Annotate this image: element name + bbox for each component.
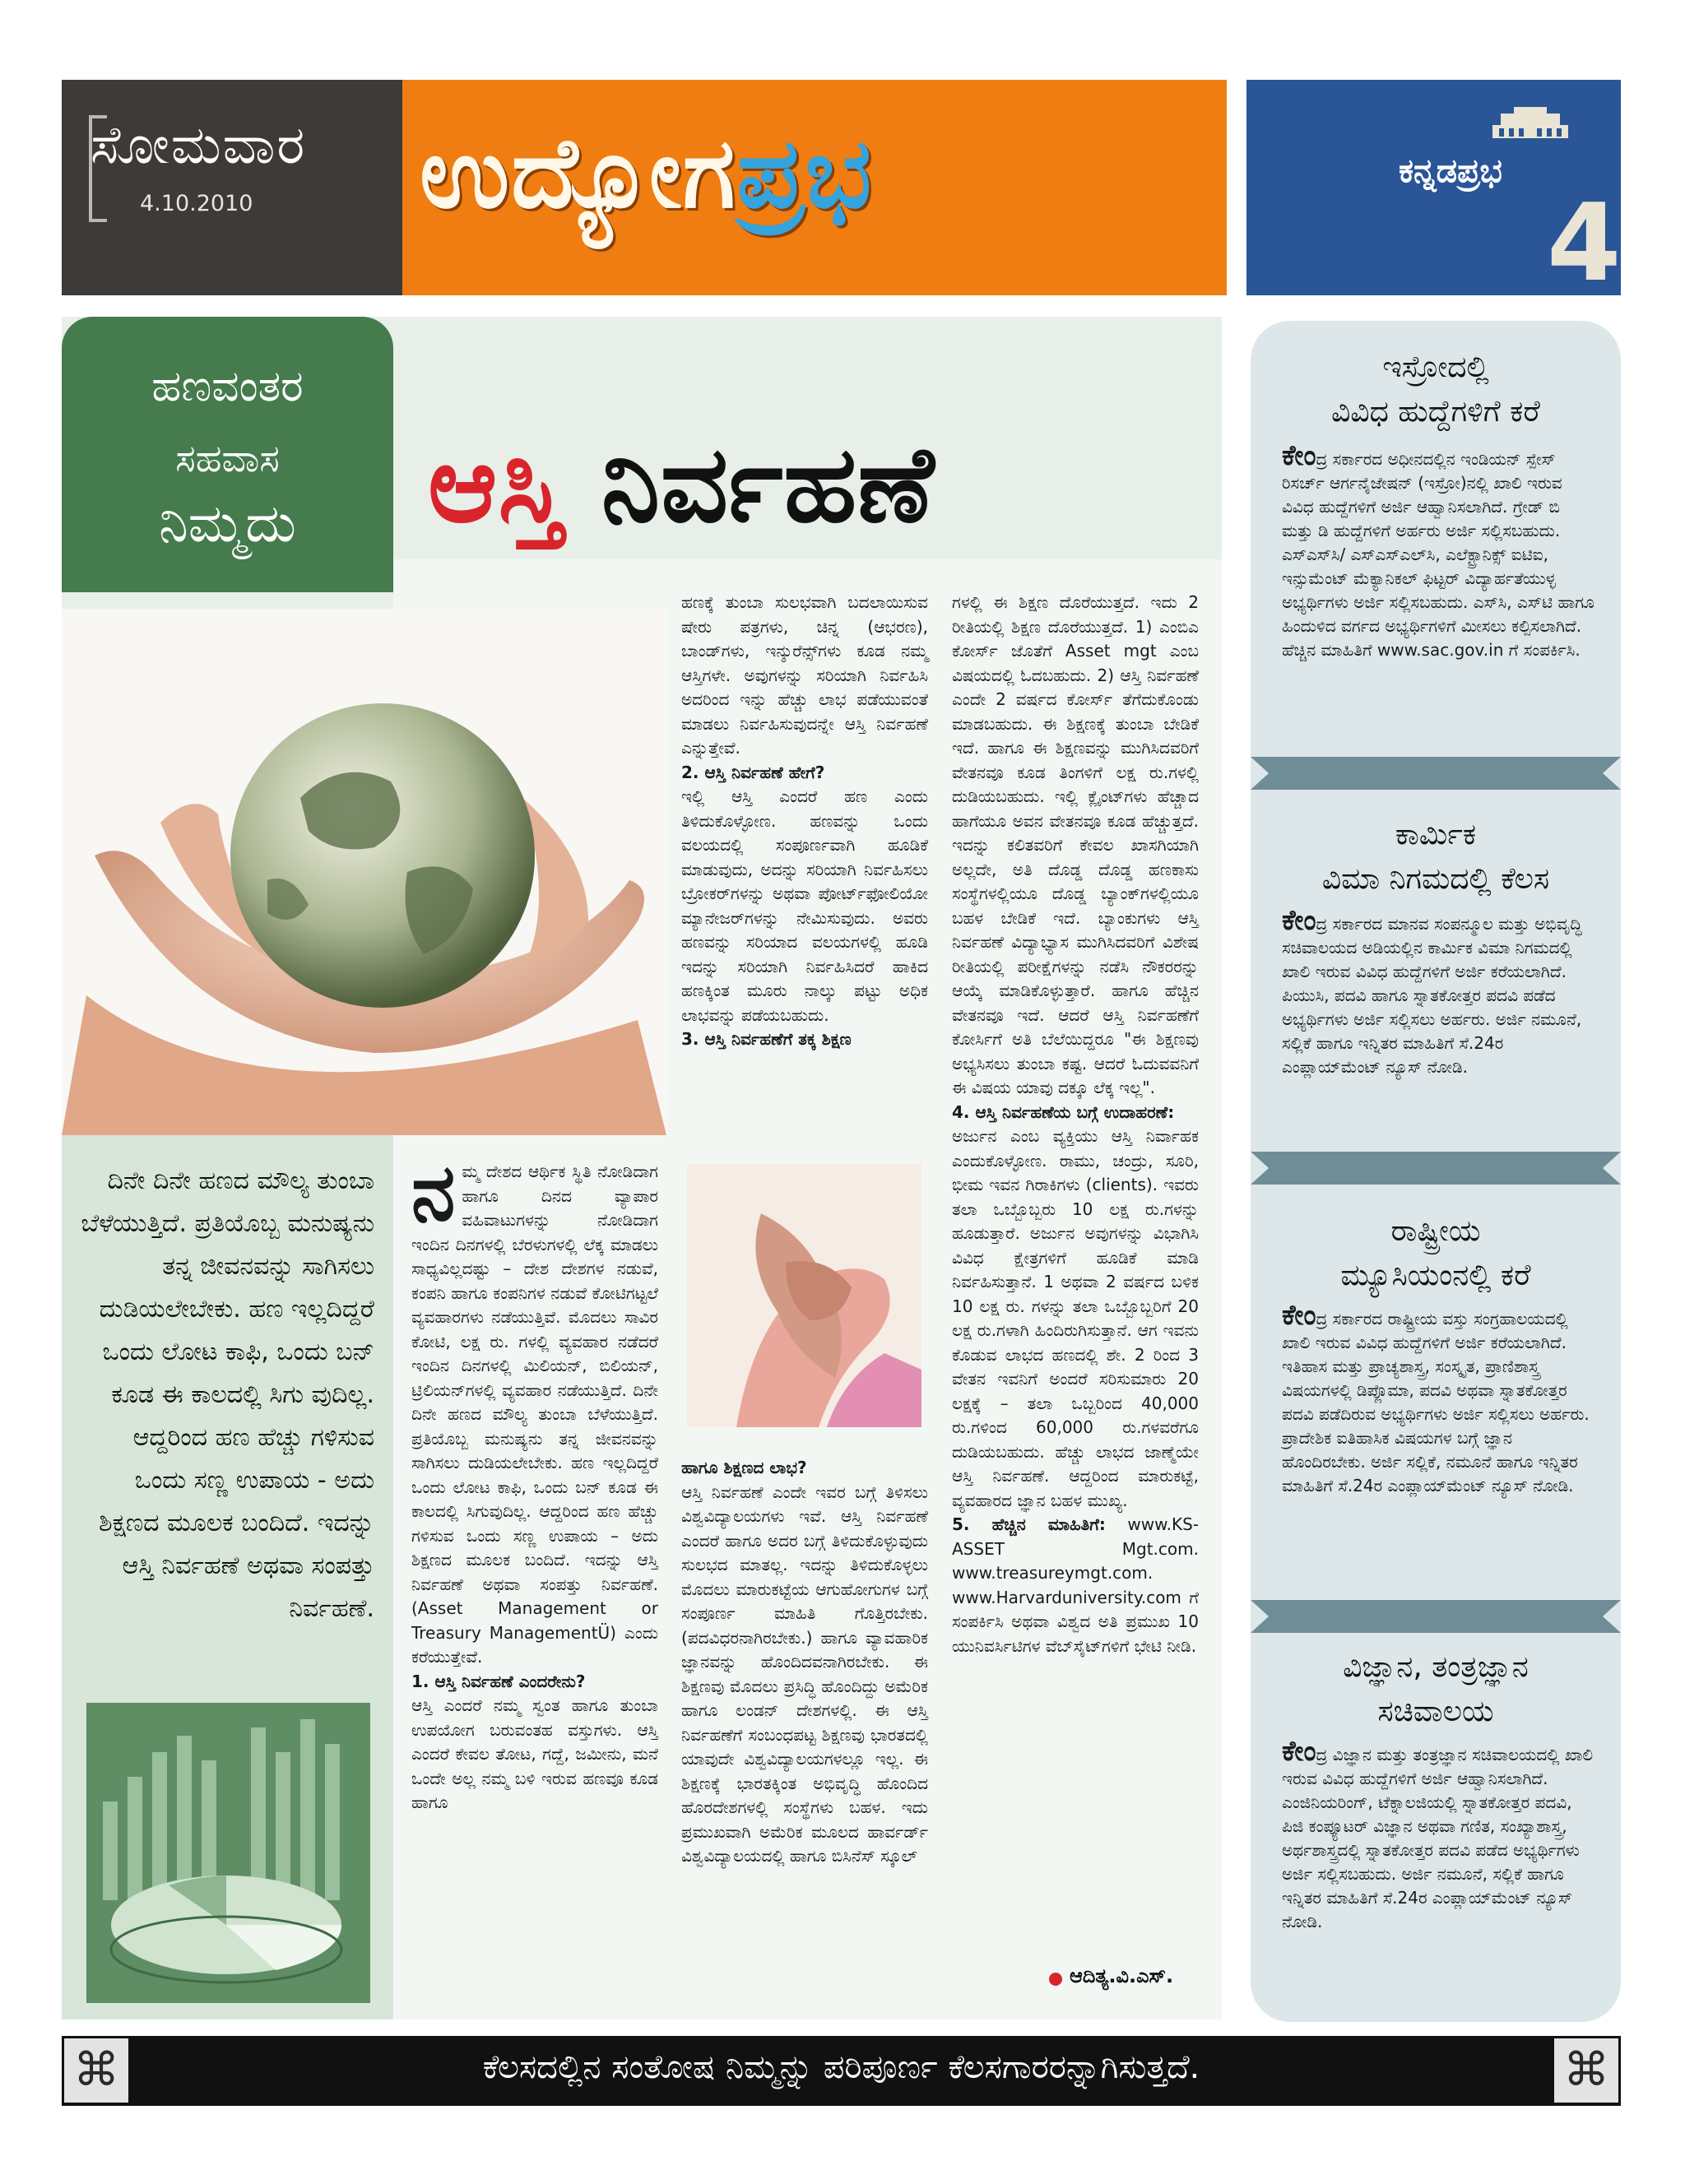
article-col3-mid: ಅರ್ಜುನ ಎಂಬ ವ್ಯಕ್ತಿಯು ಆಸ್ತಿ ನಿರ್ವಾಹಕ ಎಂದುಕೊಳ್ಳೋಣ. ರಾಮು, ಚಂದ್ರು, ಸೂರಿ, ಭೀಮ ಇವನ ಗಿರಾಕಿಗಳು (clients). ಇವರು ತಲಾ ಒಬ್ಬೊಬ್ಬರು 10 ಲಕ್ಷ ರು.ಗಳನ್ನು ಹೂಡುತ್ತಾರೆ. ಅರ್ಜುನ ಅವುಗಳನ್ನು ವಿಭಾಗಿಸಿ ವಿವಿಧ ಕ್ಷೇತ್ರಗಳಿಗೆ ಹೂಡಿಕೆ ಮಾಡಿ ನಿರ್ವಹಿಸುತ್ತಾನೆ. 1 ಅಥವಾ 2 ವರ್ಷದ ಬಳಿಕ 10 ಲಕ್ಷ ರು. ಗಳನ್ನು ತಲಾ ಒಬ್ಬೊಬ್ಬರಿಗೆ 20 ಲಕ್ಷ ರು.ಗಳಾಗಿ ಹಿಂದಿರುಗಿಸುತ್ತಾನೆ. ಆಗ ಇವನು ಕೊಡುವ ಲಾಭದ ಹಣದಲ್ಲಿ ಶೇ. 2 ರಿಂದ 3 ವೇತನ ಇವನಿಗೆ ಅಂದರೆ ಸರಿಸುಮಾರು 20 ಲಕ್ಷಕ್ಕೆ – ತಲಾ ಒಬ್ಬರಿಂದ 40,000 ರು.ಗಳಿಂದ 60,000 ರು.ಗಳವರೆಗೂ ದುಡಿಯಬಹುದು. ಹೆಚ್ಚು ಲಾಭದ ಜಾಣ್ಮೆಯೇ ಆಸ್ತಿ ನಿರ್ವಹಣೆ. ಆದ್ದರಿಂದ ಮಾರುಕಟ್ಟೆ, ವ್ಯವಹಾರದ ಜ್ಞಾನ ಬಹಳ ಮುಖ್ಯ. (952, 1126, 1199, 1510)
globe-in-hands-image (62, 609, 666, 1135)
clasped-hands-image (687, 1164, 921, 1427)
article-col2-top: ಹಣಕ್ಕೆ ತುಂಬಾ ಸುಲಭವಾಗಿ ಬದಲಾಯಿಸುವ ಷೇರು ಪತ್ರಗಳು, ಚಿನ್ನ (ಆಭರಣ), ಬಾಂಡ್‌ಗಳು, ಇನ್ಶುರೆನ್ಸ್‌ಗಳು ಕೂಡ ನಮ್ಮ ಆಸ್ತಿಗಳೇ. ಅವುಗಳನ್ನು ಸರಿಯಾಗಿ ನಿರ್ವಹಿಸಿ ಅದರಿಂದ ಇನ್ನು ಹೆಚ್ಚು ಲಾಭ ಪಡೆಯುವಂತೆ ಮಾಡಲು ನಿರ್ವಹಿಸುವುದನ್ನೇ ಆಸ್ತಿ ನಿರ್ವಹಣೆ ಎನ್ನುತ್ತೇವೆ. (681, 592, 928, 758)
emblem-icon (1489, 105, 1571, 141)
subhead-more-info: 5. ಹೆಚ್ಚಿನ ಮಾಹಿತಿಗೆ: (952, 1514, 1106, 1534)
article-col2b-text: ಆಸ್ತಿ ನಿರ್ವಹಣೆ ಎಂದೇ ಇವರ ಬಗ್ಗೆ ತಿಳಿಸಲು ವಿಶ್ವವಿದ್ಯಾಲಯಗಳು ಇವೆ. ಆಸ್ತಿ ನಿರ್ವಹಣೆ ಎಂದರೆ ಹಾಗೂ ಅದರ ಬಗ್ಗೆ ತಿಳಿದುಕೊಳ್ಳುವುದು ಸುಲಭದ ಮಾತಲ್ಲ. ಇದನ್ನು ತಿಳಿದುಕೊಳ್ಳಲು ಮೊದಲು ಮಾರುಕಟ್ಟೆಯ ಆಗುಹೋಗುಗಳ ಬಗ್ಗೆ ಸಂಪೂರ್ಣ ಮಾಹಿತಿ ಗೊತ್ತಿರಬೇಕು. (ಪದವಿಧರನಾಗಿರಬೇಕು.) ಹಾಗೂ ವ್ಯಾವಹಾರಿಕ ಜ್ಞಾನವನ್ನು ಹೊಂದಿದವನಾಗಿರಬೇಕು. ಈ ಶಿಕ್ಷಣವು ಮೊದಲು ಪ್ರಸಿದ್ಧಿ ಹೊಂದಿದ್ದು ಅಮೆರಿಕ ಹಾಗೂ ಲಂಡನ್ ದೇಶಗಳಲ್ಲಿ. ಈ ಆಸ್ತಿ ನಿರ್ವಹಣೆಗೆ ಸಂಬಂಧಪಟ್ಟ ಶಿಕ್ಷಣವು ಭಾರತದಲ್ಲಿ ಯಾವುದೇ ವಿಶ್ವವಿದ್ಯಾಲಯಗಳಲ್ಲೂ ಇಲ್ಲ. ಈ ಶಿಕ್ಷಣಕ್ಕೆ ಭಾರತಕ್ಕಿಂತ ಅಭಿವೃದ್ಧಿ ಹೊಂದಿದ ಹೊರದೇಶಗಳಲ್ಲಿ ಸಂಸ್ಥೆಗಳು ಬಹಳ. ಇದು ಪ್ರಮುಖವಾಗಿ ಅಮೆರಿಕ ಮೂಲದ ಹಾರ್ವರ್ಡ್ ವಿಶ್ವವಿದ್ಯಾಲಯದಲ್ಲಿ ಹಾಗೂ ಬಿಸಿನೆಸ್ ಸ್ಕೂಲ್ (681, 1482, 928, 1866)
sidebar-3-body (1282, 1299, 1594, 1498)
headline-part-1: ಆಸ್ತಿ (428, 424, 564, 546)
sidebar-2-cap: ಕೇಂ (1282, 904, 1316, 937)
sidebar-1-cap: ಕೇಂ (1282, 439, 1316, 472)
sidebar-1-heading-1: ಇಸ್ರೋದಲ್ಲಿ (1382, 350, 1489, 384)
sidebar-divider (1251, 757, 1621, 790)
headline (428, 424, 935, 548)
sidebar-4-text: ದ್ರ ವಿಜ್ಞಾನ ಮತ್ತು ತಂತ್ರಜ್ಞಾನ ಸಚಿವಾಲಯದಲ್ಲಿ ಖಾಲಿ ಇರುವ ವಿವಿಧ ಹುದ್ದೆಗಳಿಗೆ ಅರ್ಜಿ ಆಹ್ವಾನಿಸಲಾಗಿದೆ. ಎಂಜಿನಿಯರಿಂಗ್, ಟೆಕ್ನಾಲಜಿಯಲ್ಲಿ ಸ್ನಾತಕೋತ್ತರ ಪದವಿ, ಪಿಜಿ ಕಂಪ್ಯೂಟರ್ ವಿಜ್ಞಾನ ಅಥವಾ ಗಣಿತ, ಸಂಖ್ಯಾಶಾಸ್ತ್ರ, ಅರ್ಥಶಾಸ್ತ್ರದಲ್ಲಿ ಸ್ನಾತಕೋತ್ತರ ಪದವಿ ಪಡೆದ ಅಭ್ಯರ್ಥಿಗಳು ಅರ್ಜಿ ಸಲ್ಲಿಸಬಹುದು. ಅರ್ಜಿ ನಮೂನೆ, ಸಲ್ಲಿಕೆ ಹಾಗೂ ಇನ್ನಿತರ ಮಾಹಿತಿಗೆ ಸೆ.24ರ ಎಂಪ್ಲಾಯ್‌ಮೆಂಟ್ ನ್ಯೂಸ್ ನೋಡಿ. (1282, 1745, 1594, 1931)
masthead-date: 4.10.2010 (140, 191, 253, 216)
subhead-how: 2. ಆಸ್ತಿ ನಿರ್ವಹಣೆ ಹೇಗೆ? (681, 762, 825, 782)
page-number: 4 (1547, 180, 1622, 305)
drop-cap: ನ (411, 1147, 456, 1239)
article-col1-after: ಆಸ್ತಿ ಎಂದರೆ ನಮ್ಮ ಸ್ವಂತ ಹಾಗೂ ತುಂಬಾ ಉಪಯೋಗ ಬರುವಂತಹ ವಸ್ತುಗಳು. ಆಸ್ತಿ ಎಂದರೆ ಕೇವಲ ತೋಟ, ಗದ್ದೆ, ಜಮೀನು, ಮನೆ ಒಂದೇ ಅಲ್ಲ ನಮ್ಮ ಬಳಿ ಇರುವ ಹಣವೂ ಕೂಡ ಹಾಗೂ (411, 1695, 658, 1812)
subhead-example: 4. ಆಸ್ತಿ ನಿರ್ವಹಣೆಯ ಬಗ್ಗೆ ಉದಾಹರಣೆ: (952, 1101, 1175, 1122)
pie-chart-image (86, 1703, 370, 2003)
sidebar-2-body (1282, 904, 1594, 1079)
sidebar-1-text: ದ್ರ ಸರ್ಕಾರದ ಅಧೀನದಲ್ಲಿನ ಇಂಡಿಯನ್ ಸ್ಪೇಸ್ ರಿಸರ್ಚ್ ಆರ್ಗನೈಜೇಷನ್ (ಇಸ್ರೋ)ನಲ್ಲಿ ಖಾಲಿ ಇರುವ ವಿವಿಧ ಹುದ್ದೆಗಳಿಗೆ ಅರ್ಜಿ ಆಹ್ವಾನಿಸಲಾಗಿದೆ. ಗ್ರೇಡ್ ಬಿ ಮತ್ತು ಡಿ ಹುದ್ದೆಗಳಿಗೆ ಅರ್ಹರು ಅರ್ಜಿ ಸಲ್ಲಿಸಬಹುದು. ಎಸ್‌ಎಸ್‌ಸಿ/ ಎಸ್‌ಎಸ್‌ಎಲ್‌ಸಿ, ಎಲೆಕ್ಟ್ರಾನಿಕ್ಸ್ ಐಟಿಐ, ಇನ್ಸುಮೆಂಟ್ ಮೆಕ್ಯಾನಿಕಲ್ ಫಿಟ್ಟರ್ ವಿದ್ಯಾರ್ಹತೆಯುಳ್ಳ ಅಭ್ಯರ್ಥಿಗಳು ಅರ್ಜಿ ಸಲ್ಲಿಸಬಹುದು. ಎಸ್‌ಸಿ, ಎಸ್‌ಟಿ ಹಾಗೂ ಹಿಂದುಳಿದ ವರ್ಗದ ಅಭ್ಯರ್ಥಿಗಳಿಗೆ ಮೀಸಲು ಕಲ್ಪಿಸಲಾಗಿದೆ. ಹೆಚ್ಚಿನ ಮಾಹಿತಿಗೆ www.sac.gov.in ಗೆ ಸಂಪರ್ಕಿಸಿ. (1282, 449, 1594, 660)
section-label-line-2: ಸಹವಾಸ (175, 436, 280, 480)
sidebar-4-cap: ಕೇಂ (1282, 1735, 1316, 1768)
article-column-3 (952, 591, 1199, 1658)
sidebar-2-heading-1: ಕಾರ್ಮಿಕ (1395, 818, 1477, 851)
subhead-what-is-asset-management: 1. ಆಸ್ತಿ ನಿರ್ವಹಣೆ ಎಂದರೇನು? (411, 1671, 586, 1691)
sidebar-3-heading-2: ಮ್ಯೂಸಿಯಂನಲ್ಲಿ ಕರೆ (1340, 1259, 1531, 1292)
sidebar-2-heading-2: ವಿಮಾ ನಿಗಮದಲ್ಲಿ ಕೆಲಸ (1321, 862, 1550, 896)
byline: ಆದಿತ್ಯ.ವಿ.ಎಸ್. (1070, 1964, 1174, 1987)
article-col3-top: ಗಳಲ್ಲಿ ಈ ಶಿಕ್ಷಣ ದೊರೆಯುತ್ತದೆ. ಇದು 2 ರೀತಿಯಲ್ಲಿ ಶಿಕ್ಷಣ ದೊರೆಯುತ್ತದೆ. 1) ಎಂಬಿಎ ಕೋರ್ಸ್ ಜೊತೆಗೆ Asset mgt ಎಂಬ ವಿಷಯದಲ್ಲಿ ಓದಬಹುದು. 2) ಆಸ್ತಿ ನಿರ್ವಹಣೆ ಎಂದೇ 2 ವರ್ಷದ ಕೋರ್ಸ್ ತೆಗೆದುಕೊಂಡು ಮಾಡಬಹುದು. ಈ ಶಿಕ್ಷಣಕ್ಕೆ ತುಂಬಾ ಬೇಡಿಕೆ ಇದೆ. ಹಾಗೂ ಈ ಶಿಕ್ಷಣವನ್ನು ಮುಗಿಸಿದವರಿಗೆ ವೇತನವೂ ಕೂಡ ತಿಂಗಳಿಗೆ ಲಕ್ಷ ರು.ಗಳಲ್ಲಿ ದುಡಿಯಬಹುದು. ಇಲ್ಲಿ ಕ್ಲೈಂಟ್‌ಗಳು ಹೆಚ್ಚಾದ ಹಾಗೆಯೂ ಅವನ ವೇತನವೂ ಕೂಡ ಹೆಚ್ಚುತ್ತದೆ. ಇದನ್ನು ಕಲಿತವರಿಗೆ ಕೇವಲ ಖಾಸಗಿಯಾಗಿ ಅಲ್ಲದೇ, ಅತಿ ದೊಡ್ಡ ದೊಡ್ಡ ಹಣಕಾಸು ಸಂಸ್ಥೆಗಳಲ್ಲಿಯೂ ದೊಡ್ಡ ಬ್ಯಾಂಕ್‌ಗಳಲ್ಲಿಯೂ ಬಹಳ ಬೇಡಿಕೆ ಇದೆ. ಬ್ಯಾಂಕುಗಳು ಆಸ್ತಿ ನಿರ್ವಹಣೆ ವಿದ್ಯಾಭ್ಯಾಸ ಮುಗಿಸಿದವರಿಗೆ ವಿಶೇಷ ರೀತಿಯಲ್ಲಿ ಪರೀಕ್ಷೆಗಳನ್ನು ನಡೆಸಿ ನೌಕರರನ್ನು ಆಯ್ಕೆ ಮಾಡಿಕೊಳ್ಳುತ್ತಾರೆ. ಹಾಗೂ ಹೆಚ್ಚಿನ ವೇತನವೂ ಇದೆ. ಆದರೆ ಆಸ್ತಿ ನಿರ್ವಹಣೆಗೆ ಕೋರ್ಸಿಗೆ ಅತಿ ಬೆಲೆಯಿದ್ದರೂ "ಈ ಶಿಕ್ಷಣವು ಅಭ್ಯಸಿಸಲು ತುಂಬಾ ಕಷ್ಟ. ಆದರೆ ಓದುವವನಿಗೆ ಈ ವಿಷಯ ಯಾವು ದಕ್ಕೂ ಲೆಕ್ಕ ಇಲ್ಲ". (952, 592, 1199, 1097)
article-column-1 (411, 1147, 658, 1815)
sidebar-1-heading-2: ವಿವಿಧ ಹುದ್ದೆಗಳಿಗೆ ಕರೆ (1331, 395, 1540, 429)
headline-part-2: ನಿರ್ವಹಣೆ (601, 424, 935, 546)
sidebar-2-text: ದ್ರ ಸರ್ಕಾರದ ಮಾನವ ಸಂಪನ್ಮೂಲ ಮತ್ತು ಅಭಿವೃದ್ಧಿ ಸಚಿವಾಲಯದ ಅಡಿಯಲ್ಲಿನ ಕಾರ್ಮಿಕ ವಿಮಾ ನಿಗಮದಲ್ಲಿ ಖಾಲಿ ಇರುವ ವಿವಿಧ ಹುದ್ದೆಗಳಿಗೆ ಅರ್ಜಿ ಕರೆಯಲಾಗಿದೆ. ಪಿಯುಸಿ, ಪದವಿ ಹಾಗೂ ಸ್ನಾತಕೋತ್ತರ ಪದವಿ ಪಡೆದ ಅಭ್ಯರ್ಥಿಗಳು ಅರ್ಜಿ ಸಲ್ಲಿಸಲು ಅರ್ಹರು. ಅರ್ಜಿ ನಮೂನೆ, ಸಲ್ಲಿಕೆ ಹಾಗೂ ಇನ್ನಿತರ ಮಾಹಿತಿಗೆ ಸೆ.24ರ ಎಂಪ್ಲಾಯ್‌ಮೆಂಟ್ ನ್ಯೂಸ್ ನೋಡಿ. (1282, 914, 1582, 1077)
article-col3-links: www.KS-ASSET Mgt.com. www.treasureymgt.com. www.Harvarduniversity.com ಗೆ ಸಂಪರ್ಕಿಸಿ ಅಥವಾ ವಿಶ್ವದ ಅತಿ ಪ್ರಮುಖ 10 ಯುನಿವರ್ಸಿಟಿಗಳ ವೆಬ್‌ಸೈಟ್‌ಗಳಿಗೆ ಭೇಟಿ ನೀಡಿ. (952, 1514, 1199, 1656)
article-col2-mid: ಇಲ್ಲಿ ಆಸ್ತಿ ಎಂದರೆ ಹಣ ಎಂದು ತಿಳಿದುಕೊಳ್ಳೋಣ. ಹಣವನ್ನು ಒಂದು ವಲಯದಲ್ಲಿ ಸಂಪೂರ್ಣವಾಗಿ ಹೂಡಿಕೆ ಮಾಡುವುದು, ಅದನ್ನು ಸರಿಯಾಗಿ ನಿರ್ವಹಿಸಲು ಬ್ರೋಕರ್‌ಗಳನ್ನು ಅಥವಾ ಪೋರ್ಟ್‌ಫೋಲಿಯೋ ಮ್ಯಾನೇಜರ್‌ಗಳನ್ನು ನೇಮಿಸುವುದು. ಅವರು ಹಣವನ್ನು ಸರಿಯಾದ ವಲಯಗಳಲ್ಲಿ ಹೂಡಿ ಇದನ್ನು ಸರಿಯಾಗಿ ನಿರ್ವಹಿಸಿದರೆ ಹಾಕಿದ ಹಣಕ್ಕಿಂತ ಮೂರು ನಾಲ್ಕು ಪಟ್ಟು ಅಧಿಕ ಲಾಭವನ್ನು ಪಡೆಯಬಹುದು. (681, 786, 928, 1025)
sidebar-1-body (1282, 439, 1594, 662)
footer-quote: ಕೆಲಸದಲ್ಲಿನ ಸಂತೋಷ ನಿಮ್ಮನ್ನು ಪರಿಪೂರ್ಣ ಕೆಲಸಗಾರರನ್ನಾಗಿಸುತ್ತದೆ. (482, 2048, 1200, 2086)
article-column-2-lower (681, 1456, 928, 1869)
sidebar-divider (1251, 1152, 1621, 1185)
masthead-title-main: ಉದ್ಯೋಗ (420, 115, 737, 230)
sidebar-4-body (1282, 1735, 1594, 1934)
byline-dot-icon (1049, 1973, 1062, 1986)
section-label-line-3: ನಿಮ್ಮದು (159, 494, 296, 554)
article-col1-text: ಮ್ಮ ದೇಶದ ಆರ್ಥಿಕ ಸ್ಥಿತಿ ನೋಡಿದಾಗ ಹಾಗೂ ದಿನದ ವ್ಯಾಪಾರ ವಹಿವಾಟುಗಳನ್ನು ನೋಡಿದಾಗ ಇಂದಿನ ದಿನಗಳಲ್ಲಿ ಬೆರಳುಗಳಲ್ಲಿ ಲೆಕ್ಕ ಮಾಡಲು ಸಾಧ್ಯವಿಲ್ಲದಷ್ಟು – ದೇಶ ದೇಶಗಳ ನಡುವೆ, ಕಂಪನಿ ಹಾಗೂ ಕಂಪನಿಗಳ ನಡುವೆ ಕೋಟಿಗಟ್ಟಲೆ ವ್ಯವಹಾರಗಳು ನಡೆಯುತ್ತಿವೆ. ಮೊದಲು ಸಾವಿರ ಕೋಟಿ, ಲಕ್ಷ ರು. ಗಳಲ್ಲಿ ವ್ಯವಹಾರ ನಡೆದರೆ ಇಂದಿನ ದಿನಗಳಲ್ಲಿ ಮಿಲಿಯನ್, ಬಿಲಿಯನ್, ಟ್ರಿಲಿಯನ್‌ಗಳಲ್ಲಿ ವ್ಯವಹಾರ ನಡೆಯುತ್ತಿದೆ. ದಿನೇ ದಿನೇ ಹಣದ ಮೌಲ್ಯ ತುಂಬಾ ಬೆಳೆಯುತ್ತಿದೆ. ಪ್ರತಿಯೊಬ್ಬ ಮನುಷ್ಯನು ತನ್ನ ಜೀವನವನ್ನು ಸಾಗಿಸಲು ದುಡಿಯಲೇಬೇಕು. ಹಣ ಇಲ್ಲದಿದ್ದರೆ ಒಂದು ಲೋಟ ಕಾಫಿ, ಒಂದು ಬನ್ ಕೂಡ ಈ ಕಾಲದಲ್ಲಿ ಸಿಗುವುದಿಲ್ಲ. ಆದ್ದರಿಂದ ಹಣ ಹೆಚ್ಚು ಗಳಿಸುವ ಒಂದು ಸಣ್ಣ ಉಪಾಯ – ಅದು ಶಿಕ್ಷಣದ ಮೂಲಕ ಬಂದಿದೆ. ಇದನ್ನು ಆಸ್ತಿ ನಿರ್ವಹಣೆ ಅಥವಾ ಸಂಪತ್ತು ನಿರ್ವಹಣೆ. (Asset Management or Treasury ManagementÜ) ಎಂದು ಕರೆಯುತ್ತೇವೆ. (411, 1162, 658, 1667)
sidebar-divider (1251, 1600, 1621, 1633)
sidebar-3-text: ದ್ರ ಸರ್ಕಾರದ ರಾಷ್ಟ್ರೀಯ ವಸ್ತು ಸಂಗ್ರಹಾಲಯದಲ್ಲಿ ಖಾಲಿ ಇರುವ ವಿವಿಧ ಹುದ್ದೆಗಳಿಗೆ ಅರ್ಜಿ ಕರೆಯಲಾಗಿದೆ. ಇತಿಹಾಸ ಮತ್ತು ಪ್ರಾಚ್ಯಶಾಸ್ತ್ರ, ಸಂಸ್ಕೃತ, ಪ್ರಾಣಿಶಾಸ್ತ್ರ ವಿಷಯಗಳಲ್ಲಿ ಡಿಪ್ಲೊಮಾ, ಪದವಿ ಅಥವಾ ಸ್ನಾತಕೋತ್ತರ ಪದವಿ ಪಡೆದಿರುವ ಅಭ್ಯರ್ಥಿಗಳು ಅರ್ಜಿ ಸಲ್ಲಿಸಲು ಅರ್ಹರು. ಪ್ರಾದೇಶಿಕ ಐತಿಹಾಸಿಕ ವಿಷಯಗಳ ಬಗ್ಗೆ ಜ್ಞಾನ ಹೊಂದಿರಬೇಕು. ಅರ್ಜಿ ಸಲ್ಲಿಕೆ, ನಮೂನೆ ಹಾಗೂ ಇನ್ನಿತರ ಮಾಹಿತಿಗೆ ಸೆ.24ರ ಎಂಪ್ಲಾಯ್‌ಮೆಂಟ್ ನ್ಯೂಸ್ ನೋಡಿ. (1282, 1309, 1590, 1495)
command-icon: ⌘ (1554, 2038, 1618, 2103)
masthead-day: ಸೋಮವಾರ (91, 115, 307, 176)
masthead-title (420, 115, 873, 231)
sidebar-3-heading-1: ರಾಷ್ಟ್ರೀಯ (1390, 1214, 1481, 1248)
masthead-title-accent: ಪ್ರಭ (736, 115, 874, 230)
sidebar-3-cap: ಕೇಂ (1282, 1299, 1316, 1332)
subhead-education-benefit: ಹಾಗೂ ಶಿಕ್ಷಣದ ಲಾಭ? (681, 1458, 807, 1477)
command-icon: ⌘ (64, 2038, 128, 2103)
sidebar-4-heading-2: ಸಚಿವಾಲಯ (1377, 1695, 1494, 1728)
article-column-2 (681, 591, 928, 1052)
intro-text: ದಿನೇ ದಿನೇ ಹಣದ ಮೌಲ್ಯ ತುಂಬಾ ಬೆಳೆಯುತ್ತಿದೆ. ಪ್ರತಿಯೊಬ್ಬ ಮನುಷ್ಯನು ತನ್ನ ಜೀವನವನ್ನು ಸಾಗಿಸಲು ದುಡಿಯಲೇಬೇಕು. ಹಣ ಇಲ್ಲದಿದ್ದರೆ ಒಂದು ಲೋಟ ಕಾಫಿ, ಒಂದು ಬನ್ ಕೂಡ ಈ ಕಾಲದಲ್ಲಿ ಸಿಗು ವುದಿಲ್ಲ. ಆದ್ದರಿಂದ ಹಣ ಹೆಚ್ಚು ಗಳಿಸುವ ಒಂದು ಸಣ್ಣ ಉಪಾಯ - ಅದು ಶಿಕ್ಷಣದ ಮೂಲಕ ಬಂದಿದೆ. ಇದನ್ನು ಆಸ್ತಿ ನಿರ್ವಹಣೆ ಅಥವಾ ಸಂಪತ್ತು ನಿರ್ವಹಣೆ. (81, 1166, 374, 1623)
subhead-education: 3. ಆಸ್ತಿ ನಿರ್ವಹಣೆಗೆ ತಕ್ಕ ಶಿಕ್ಷಣ (681, 1029, 852, 1049)
section-label-line-1: ಹಣವಂತರ (151, 362, 304, 411)
brand-name: ಕನ್ನಡಪ್ರಭ (1399, 152, 1502, 190)
sidebar-4-heading-1: ವಿಜ್ಞಾನ, ತಂತ್ರಜ್ಞಾನ (1343, 1650, 1529, 1684)
masthead-day-panel (62, 80, 402, 295)
